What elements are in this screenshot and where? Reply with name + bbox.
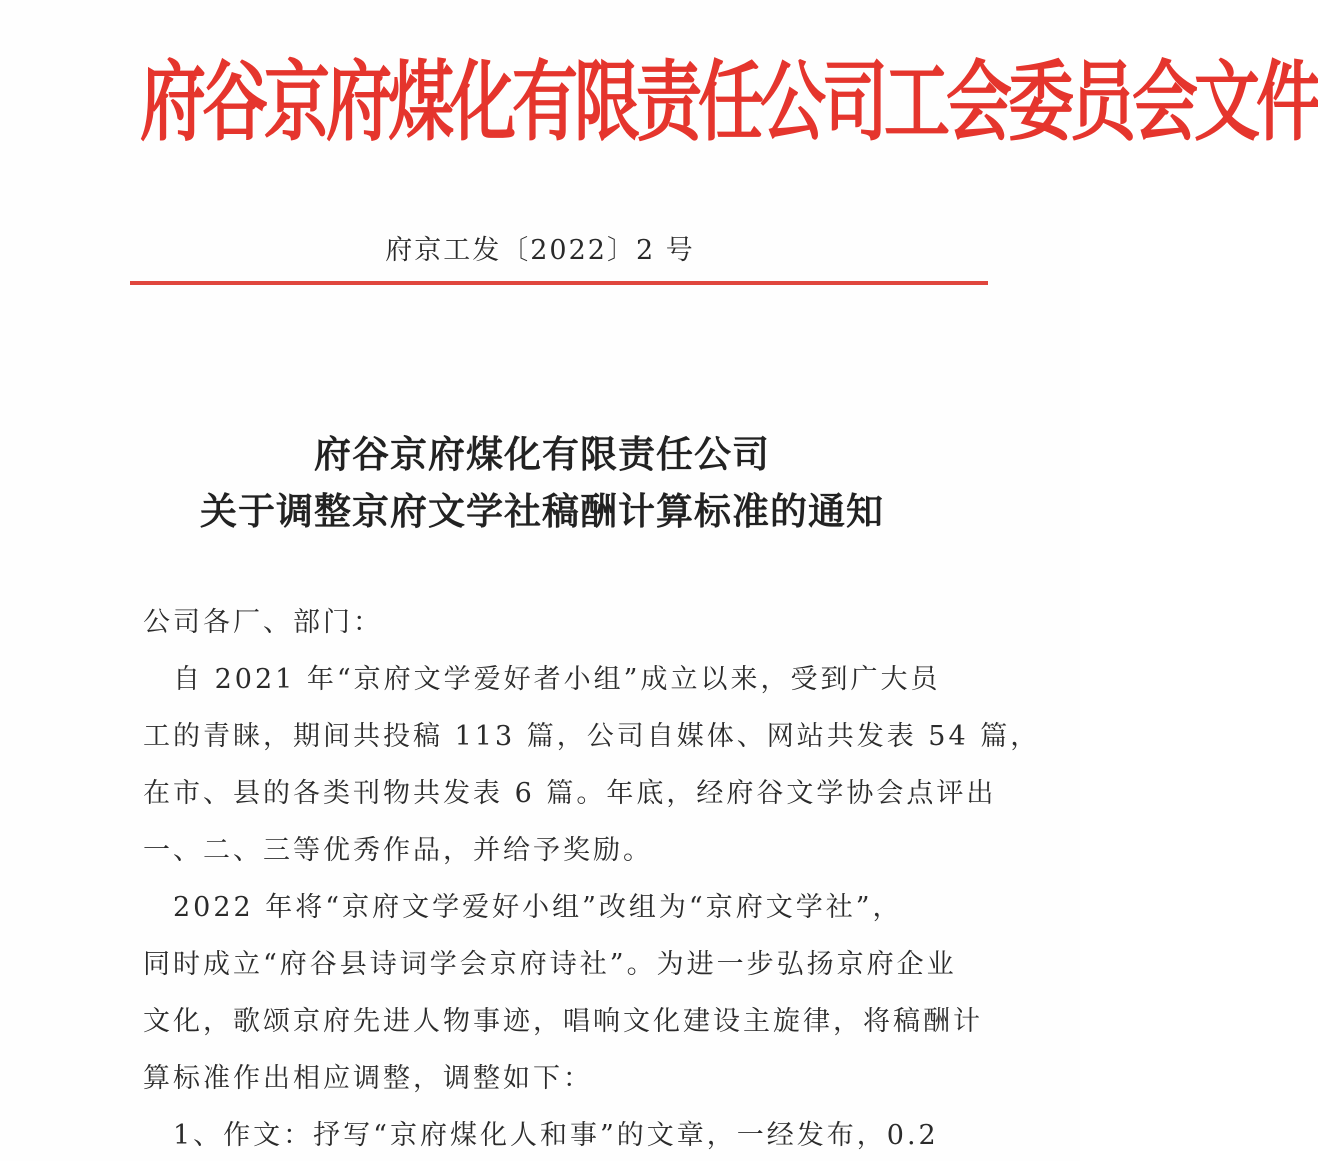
- body-line: 2022 年将“京府文学爱好小组”改组为“京府文学社”，: [143, 892, 903, 923]
- document-number: 府京工发〔2022〕2 号: [385, 235, 695, 266]
- body-line: 一、二、三等优秀作品，并给予奖励。: [143, 835, 653, 866]
- red-divider-line: [130, 281, 988, 285]
- salutation: 公司各厂、部门：: [143, 607, 383, 638]
- notice-title-line-1: 府谷京府煤化有限责任公司: [314, 433, 770, 476]
- body-line: 算标准作出相应调整，调整如下：: [143, 1063, 593, 1094]
- body-line: 文化，歌颂京府先进人物事迹，唱响文化建设主旋律，将稿酬计: [143, 1006, 983, 1037]
- body-line: 自 2021 年“京府文学爱好者小组”成立以来，受到广大员: [143, 664, 941, 695]
- body-line: 1、作文：抒写“京府煤化人和事”的文章，一经发布，0.2: [143, 1120, 939, 1151]
- notice-title-line-2: 关于调整京府文学社稿酬计算标准的通知: [200, 490, 884, 533]
- document-masthead: 府谷京府煤化有限责任公司工会委员会文件: [140, 51, 1318, 154]
- body-line: 工的青睐，期间共投稿 113 篇，公司自媒体、网站共发表 54 篇，: [143, 721, 1041, 752]
- body-line: 在市、县的各类刊物共发表 6 篇。年底，经府谷文学协会点评出: [143, 778, 997, 809]
- body-line: 同时成立“府谷县诗词学会京府诗社”。为进一步弘扬京府企业: [143, 949, 957, 980]
